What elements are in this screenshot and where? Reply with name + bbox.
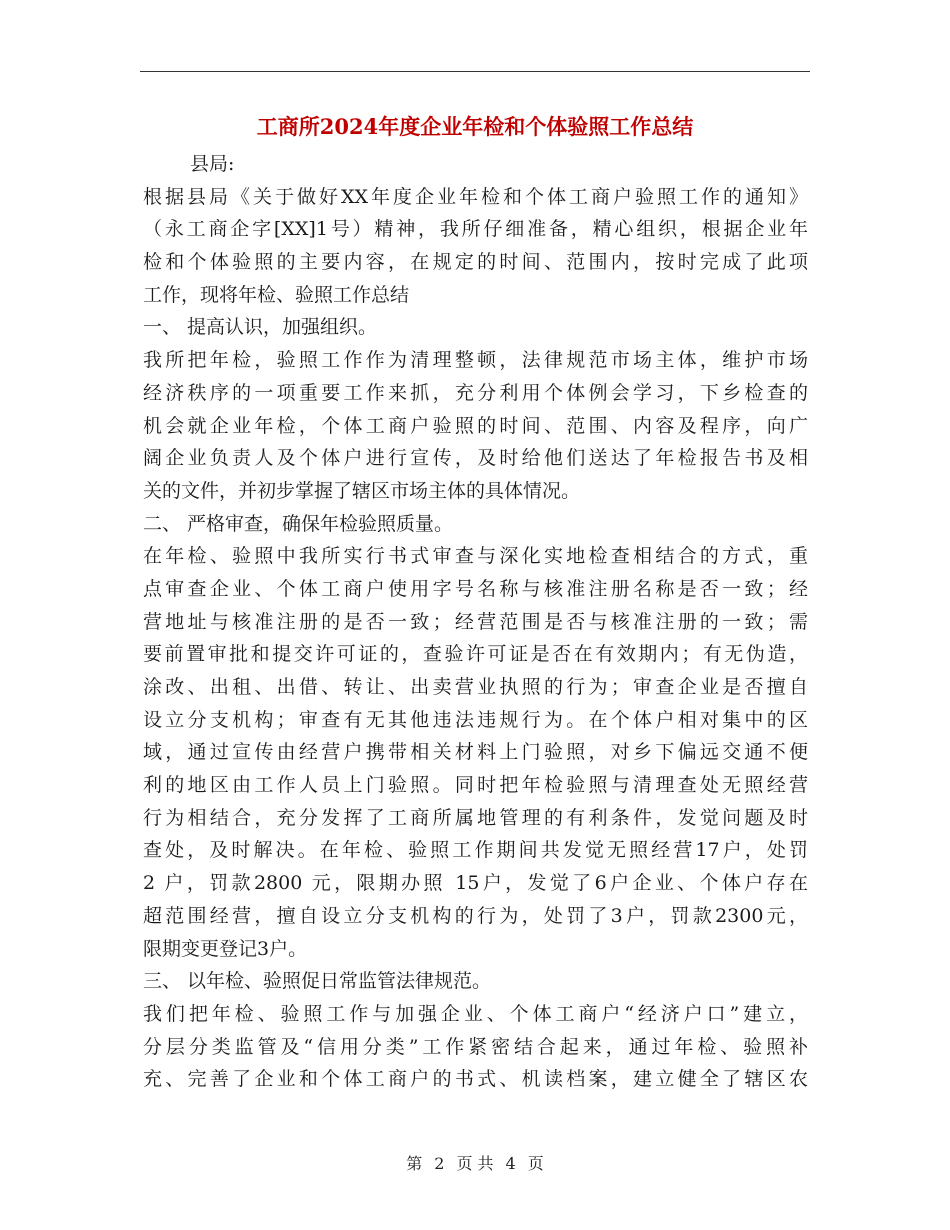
text-line: 设立分支机构；审查有无其他违法违规行为。在个体户相对集中的区 [143,708,808,731]
text-line: 分层分类监管及“信用分类”工作紧密结合起来，通过年检、验照补 [143,1035,808,1058]
text-line: 经济秩序的一项重要工作来抓，充分利用个体例会学习，下乡检查的 [143,381,808,404]
text-line: 在年检、验照中我所实行书式审查与深化实地检查相结合的方式，重 [143,545,808,568]
footer-total-pages: 4 [505,1154,516,1173]
document-body [143,148,808,1096]
text-line: 二、 严格审查，确保年检验照质量。 [143,512,454,535]
text-line: 2 户，罚款2800 元，限期办照 15户，发觉了6户企业、个体户存在 [143,872,808,895]
text-line: 一、 提高认识，加强组织。 [143,316,378,339]
text-line: 我们把年检、验照工作与加强企业、个体工商户“经济户口”建立， [143,1002,808,1025]
text-line: 要前置审批和提交许可证的，查验许可证是否在有效期内；有无伪造， [143,643,808,666]
text-line: 域，通过宣传由经营户携带相关材料上门验照，对乡下偏远交通不便 [143,741,808,764]
text-line: 机会就企业年检，个体工商户验照的时间、范围、内容及程序，向广 [143,414,808,437]
salutation: 县局: [190,153,235,175]
text-line: 超范围经营，擅自设立分支机构的行为，处罚了3户，罚款2300元， [143,904,808,927]
text-line: 根据县局《关于做好XX年度企业年检和个体工商户验照工作的通知》 [143,185,808,208]
text-line: 阔企业负责人及个体户进行宣传，及时给他们送达了年检报告书及相 [143,447,808,470]
text-line: 点审查企业、个体工商户使用字号名称与核准注册名称是否一致；经 [143,577,808,600]
text-line: 三、 以年检、验照促日常监管法律规范。 [143,970,492,993]
text-line: 检和个体验照的主要内容，在规定的时间、范围内，按时完成了此项 [143,251,808,274]
document-title: 工商所2024年度企业年检和个体验照工作总结 [256,114,694,139]
text-line: 利的地区由工作人员上门验照。同时把年检验照与清理查处无照经营 [143,774,808,797]
page-footer [0,1152,950,1176]
header-rule [140,71,810,72]
text-line: 限期变更登记3户。 [143,937,308,960]
text-line: 营地址与核准注册的是否一致；经营范围是否与核准注册的一致；需 [143,610,808,633]
text-line: 行为相结合，充分发挥了工商所属地管理的有利条件，发觉问题及时 [143,806,808,829]
paragraph-lines [143,181,808,1096]
footer-page-number: 2 [434,1154,445,1173]
footer-prefix: 第 [406,1154,423,1173]
footer-mid: 页 共 [456,1154,494,1173]
text-line: 关的文件，并初步掌握了辖区市场主体的具体情况。 [143,479,581,502]
text-line: 涂改、出租、出借、转让、出卖营业执照的行为；审查企业是否擅自 [143,676,808,698]
text-line: 我所把年检，验照工作作为清理整顿，法律规范市场主体，维护市场 [143,349,808,372]
text-line: （永工商企字[XX]1号）精神，我所仔细准备，精心组织，根据企业年 [143,218,808,241]
text-line: 查处，及时解决。在年检、验照工作期间共发觉无照经营17户，处罚 [143,839,808,862]
text-line: 工作，现将年检、验照工作总结 [143,283,410,306]
footer-suffix: 页 [527,1154,544,1173]
text-line: 充、完善了企业和个体工商户的书式、机读档案，建立健全了辖区农 [143,1068,808,1091]
